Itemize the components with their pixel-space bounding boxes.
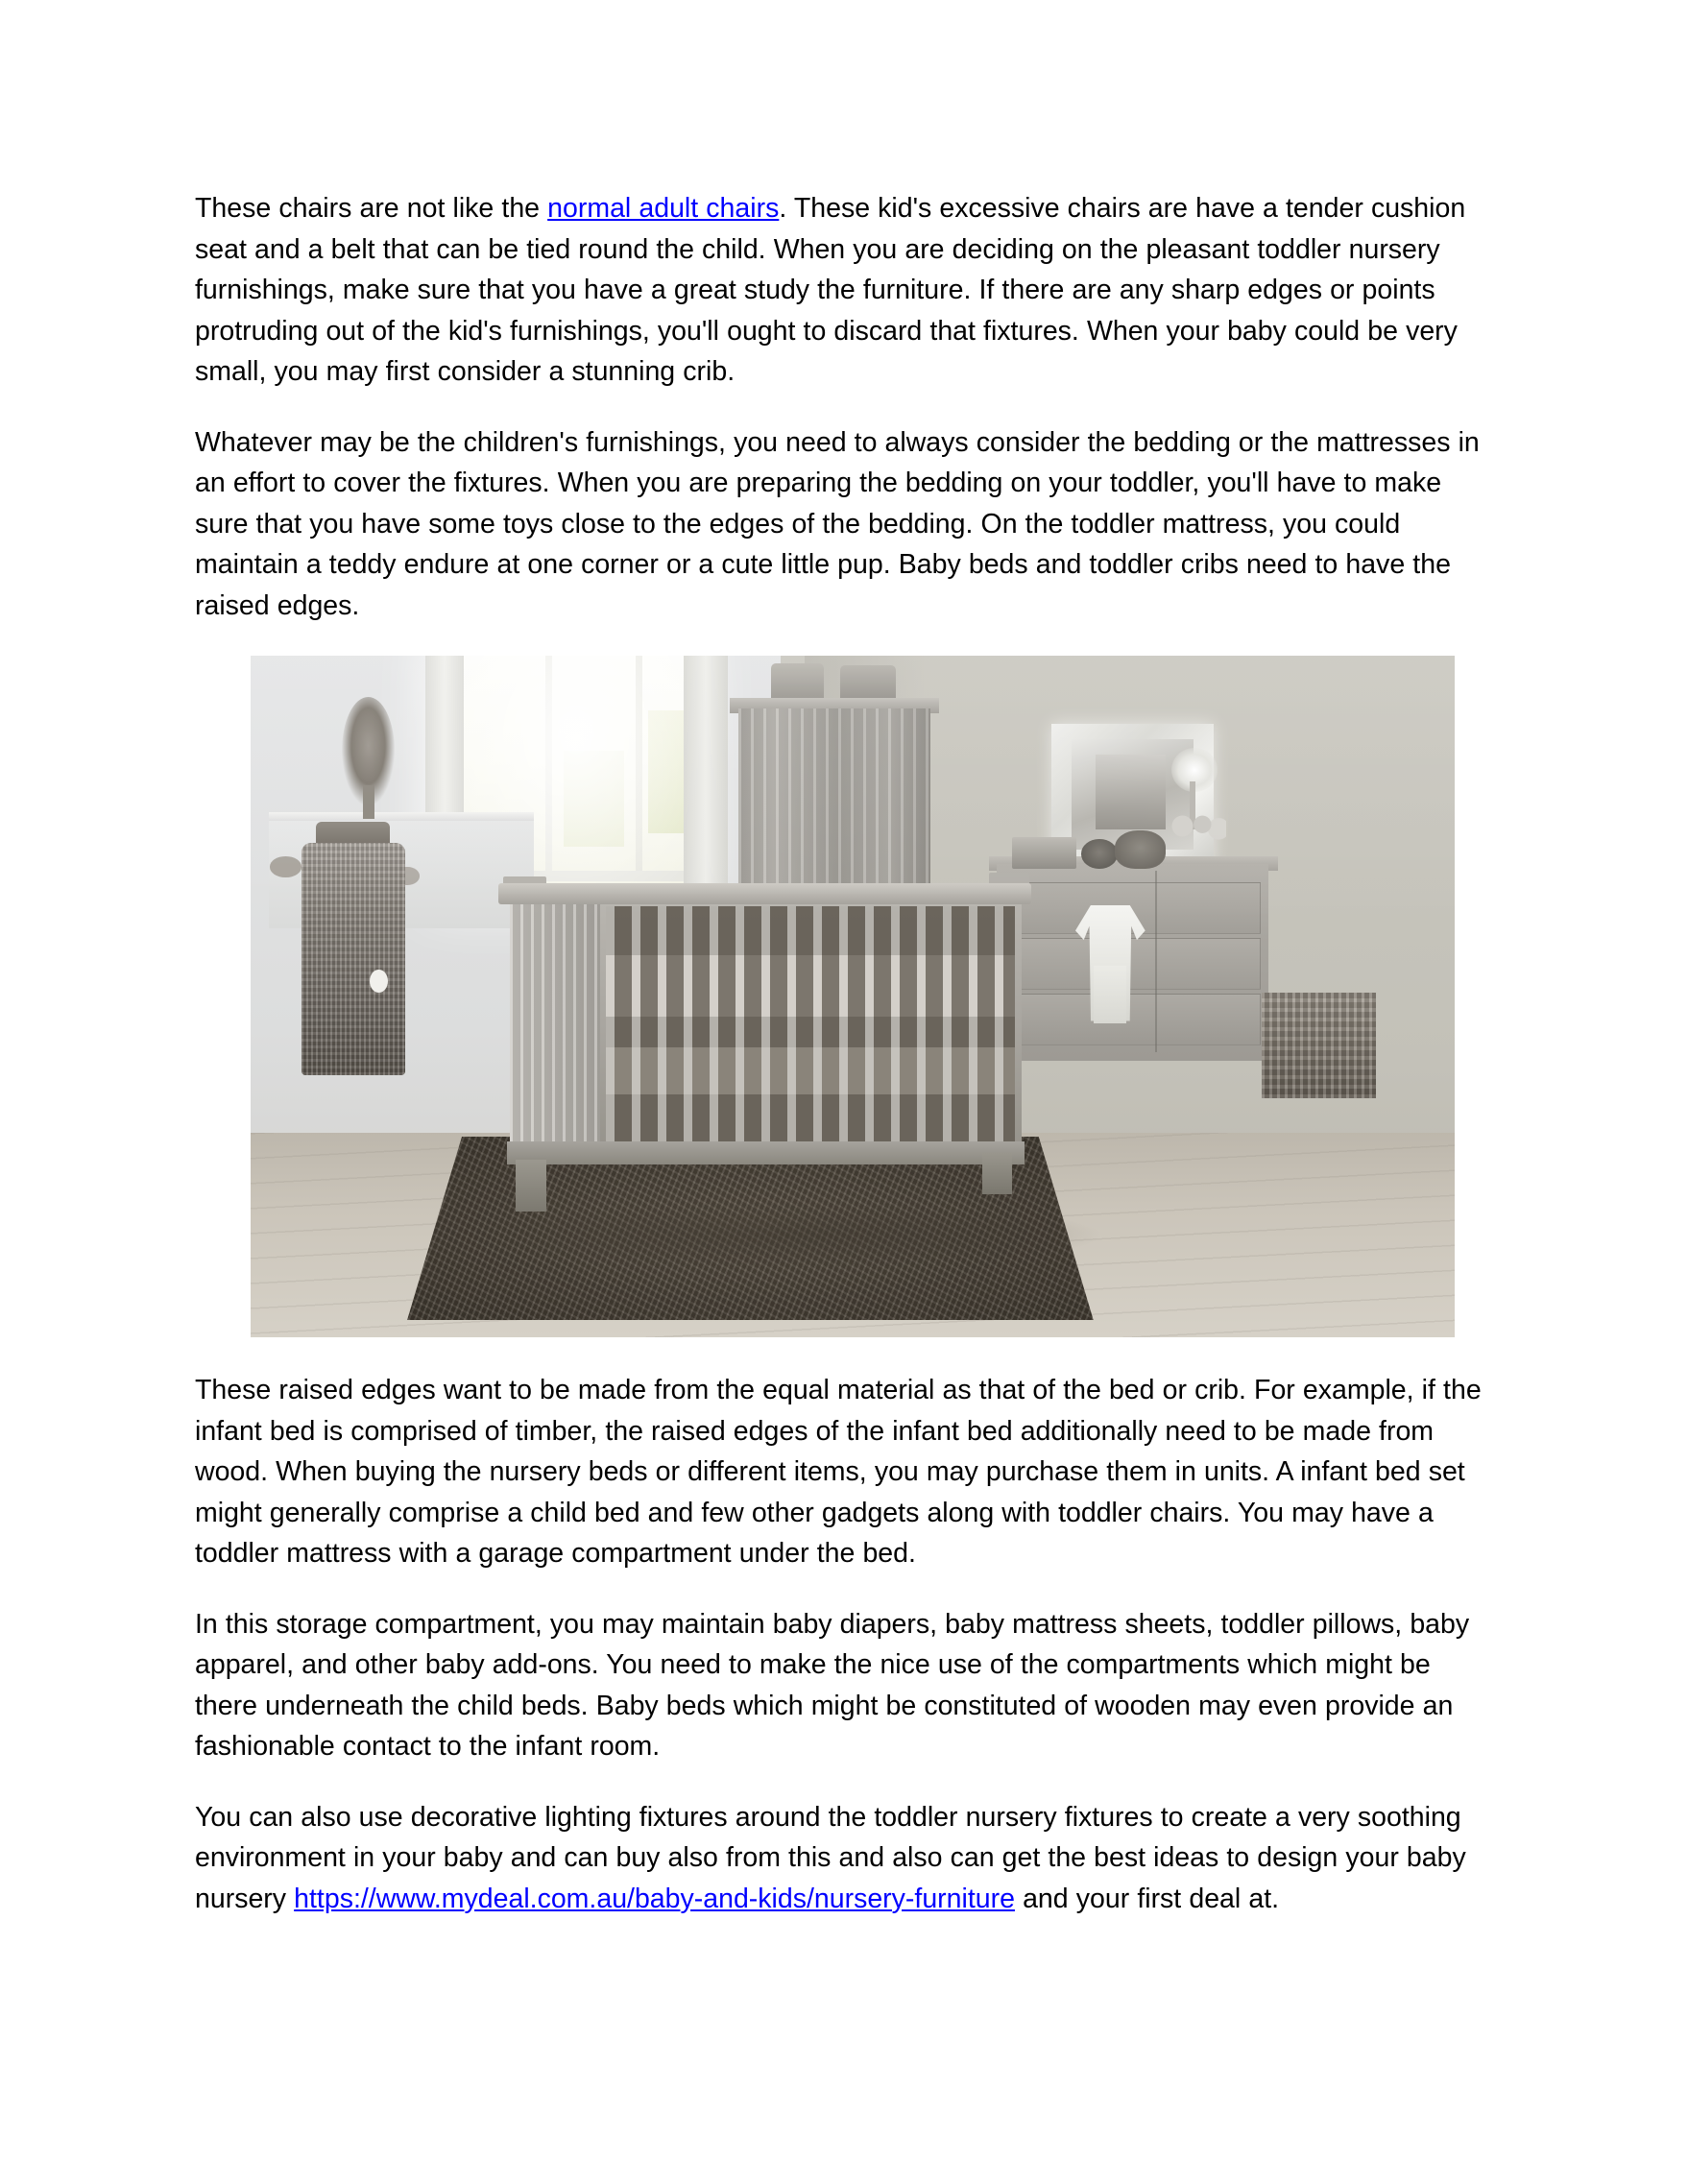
teddy-bear <box>1115 830 1166 869</box>
paragraph-2: Whatever may be the children's furnishings, you need to always consider the bedding or the mattresses in an effort to cover the fixtures. When you are preparing the bedding on your toddler, you'll have to make sure that you have some toys close to the edges of the bedding. On the toddler mattress, you could maintain a teddy endure at one corner or a cute little pup. Baby beds and toddler cribs need to have the raised edges. <box>195 426 1480 621</box>
paragraph-5 <box>195 1797 1486 1920</box>
wall-decoration <box>1164 809 1226 844</box>
mantel-shelf <box>269 812 534 821</box>
crib-mattress <box>606 1047 1015 1093</box>
dresser-drawer-2 <box>1004 938 1261 990</box>
document-body <box>195 188 1486 1919</box>
crib-bottom-rail <box>507 1141 1025 1164</box>
paragraph-4: In this storage compartment, you may maintain baby diapers, baby mattress sheets, toddler pillows, baby apparel, and other baby add-ons. You need to make the nice use of the compartments which might be there underneath the child beds. Baby beds which might be constituted of wooden may even provide an fashionable contact to the infant room. <box>195 1608 1470 1762</box>
wicker-basket-texture <box>1262 993 1376 1098</box>
paragraph-5-text-before-link: You can also use decorative lighting fixtures around the toddler nursery fixtures to create a very soothing environment in your baby and can buy also from this and also can get the best ideas to design your baby nursery <box>195 1801 1466 1914</box>
crib-bedding <box>606 955 1015 1017</box>
crib-end-panel-lines <box>510 898 600 1164</box>
nursery-furniture-url-link[interactable]: https://www.mydeal.com.au/baby-and-kids/nursery-furniture <box>294 1883 1015 1914</box>
mirror-reflection <box>1096 755 1166 829</box>
nursery-photo-figure <box>251 656 1455 1337</box>
crib-shadow <box>468 1201 1106 1269</box>
wall-ornament-left <box>270 856 301 876</box>
wall-sconce-arm <box>363 785 375 820</box>
paragraph-3: These raised edges want to be made from the equal material as that of the bed or crib. For example, if the infant bed is comprised of timber, the raised edges of the infant bed additionally need to be made from wood. When buying the nursery beds or different items, you may purchase them in units. A infant bed set might generally comprise a child bed and few other gadgets along with toddler chairs. You may have a toddler mattress with a garage compartment under the bed. <box>195 1375 1482 1569</box>
wardrobe-basket-1 <box>771 663 824 702</box>
paragraph-5-text-after-link: and your first deal at. <box>1014 1883 1280 1914</box>
wicker-chair-texture <box>301 843 405 1074</box>
dresser-tray <box>1012 837 1077 869</box>
wardrobe-basket-2 <box>840 665 896 702</box>
paragraph-1 <box>195 188 1486 393</box>
baby-robe-belt <box>1094 966 1126 1023</box>
nursery-room-image <box>251 656 1455 1337</box>
teddy-bear-small <box>1081 839 1118 869</box>
dresser-divider <box>1155 871 1157 1051</box>
crib-leg-left <box>516 1160 547 1211</box>
paragraph-1-text-before-link: These chairs are not like the <box>195 193 548 224</box>
crib-top-rail <box>498 883 1030 904</box>
crib-slats <box>606 906 1015 1143</box>
dresser-drawer-3 <box>1004 994 1261 1045</box>
crib-leg-right <box>982 1153 1011 1194</box>
normal-adult-chairs-link[interactable]: normal adult chairs <box>547 193 780 224</box>
wicker-chair-knob <box>370 970 388 993</box>
paragraph-1-text-after-link: . These kid's excessive chairs are have a tender cushion seat and a belt that can be tied round the child. When you are deciding on the pleasant toddler nursery furnishings, make sure that you have a great study the furniture. If there are any sharp edges or points protruding out of the kid's furnishings, you'll ought to discard that fixtures. When your baby could be very small, you may first consider a stunning crib. <box>195 193 1466 387</box>
